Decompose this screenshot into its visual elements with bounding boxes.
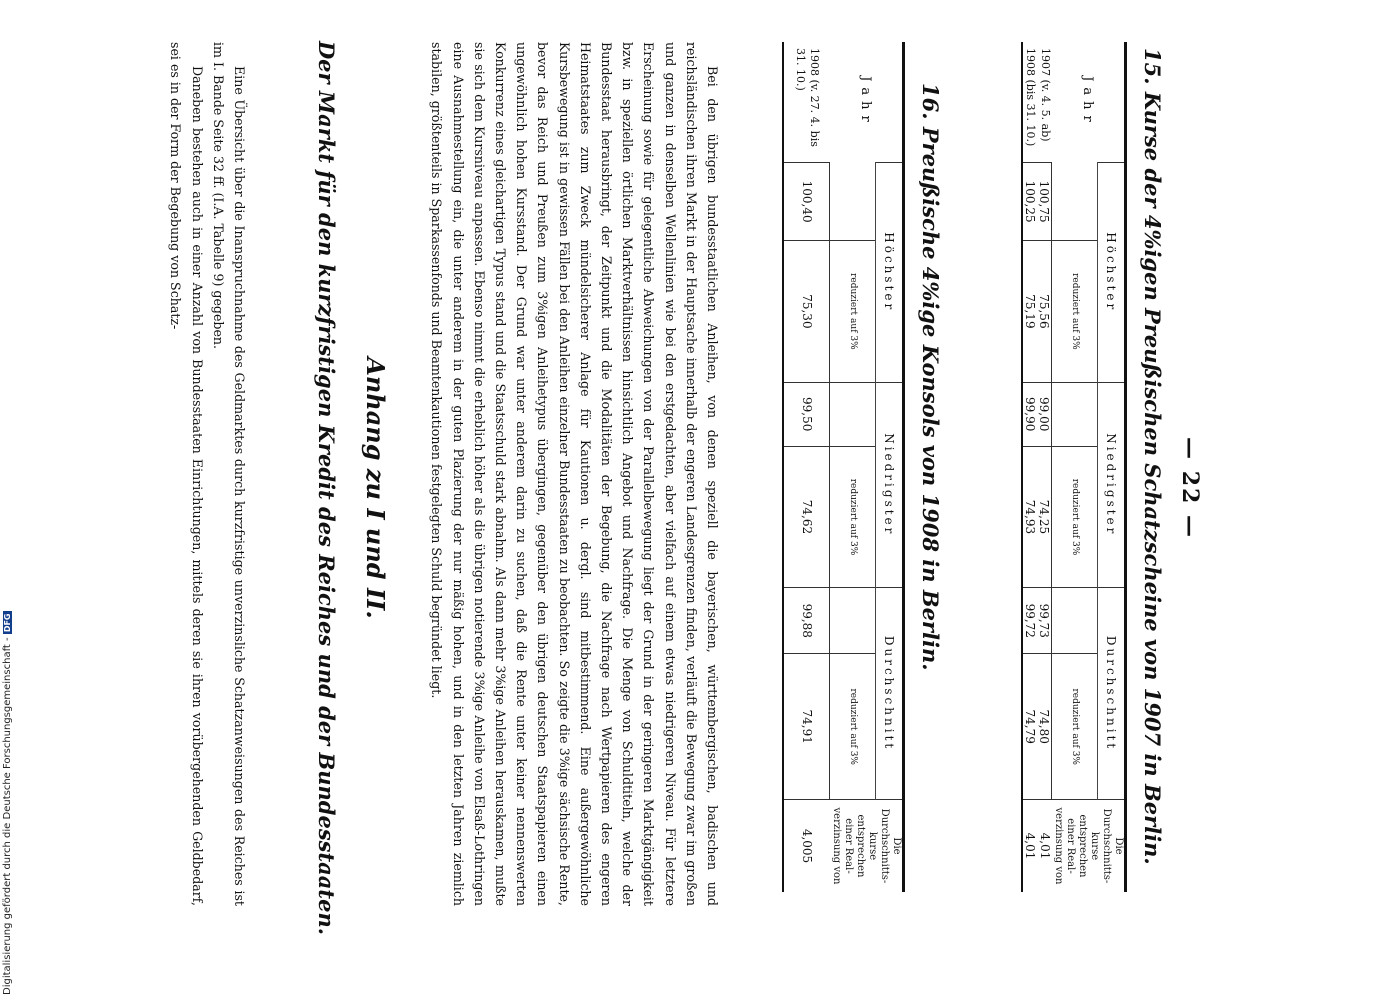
cell: 74,93: [1023, 446, 1038, 587]
header-durchschnitt: Durchschnitt: [1097, 588, 1125, 800]
sub-blank: [830, 588, 875, 654]
sub-blank: [1052, 163, 1097, 241]
cell: 75,30: [783, 241, 830, 382]
credit-text: Digitalisierung gefördert durch die Deutsche Forschungsgemeinschaft -: [2, 637, 13, 995]
cell: 75,56: [1038, 241, 1053, 382]
table-row: [783, 42, 830, 892]
sub-reduziert: reduziert auf 3%: [1052, 241, 1097, 382]
cell: 74,25: [1038, 446, 1053, 587]
cell: 74,79: [1023, 654, 1038, 800]
cell: 74,62: [783, 446, 830, 587]
sub-reduziert: reduziert auf 3%: [830, 654, 875, 800]
sub-reduziert: reduziert auf 3%: [830, 241, 875, 382]
cell: 4,01: [1038, 800, 1053, 893]
row-label: 1908 (bis 31. 10.): [1024, 48, 1038, 147]
header-niedrigster: Niedrigster: [875, 382, 903, 588]
page-number: — 22 —: [1177, 437, 1203, 539]
scanned-page: [0, 8, 1235, 968]
header-realverzinsung: Die Durchschnitts-kurse entsprechen einer Real-verzinsung von: [830, 800, 904, 893]
header-hoechster: Höchster: [875, 163, 903, 383]
table-15: [1022, 42, 1128, 892]
sub-reduziert: reduziert auf 3%: [830, 446, 875, 587]
body-text: [426, 42, 723, 906]
cell: 99,90: [1023, 382, 1038, 446]
cell: 75,19: [1023, 241, 1038, 382]
table-row: [1038, 42, 1053, 892]
sub-blank: [1052, 382, 1097, 446]
table-16: [782, 42, 905, 892]
cell: 100,40: [783, 163, 830, 241]
row-label: 1907 (v. 4. 5. ab): [1038, 48, 1052, 142]
sub-reduziert: reduziert auf 3%: [1052, 446, 1097, 587]
cell: 99,73: [1038, 588, 1053, 654]
paragraph: Bei den übrigen bundesstaatlichen Anleihen, von denen speziell die bayerischen, württembergischen, badischen und reichsländischen ihren Markt in der Hauptsache innerhalb der engeren Landesgrenzen finden, verläuft die Bewegung zwar im großen und ganzen in denselben Wellenlinien wie bei den erstgedachten, aber vielfach auf einem etwas niedrigeren Niveau. Für letztere Erscheinung sowie für gelegentliche Abweichungen von der Parallelbewegung liegt der Grund in der geringeren Marktgängigkeit bzw. in speziellen örtlichen Marktverhältnissen hinsichtlich Angebot und Nachfrage. Die Menge von Schuldtiteln, welche der Bundesstaat herausbringt, der Zeitpunkt und die Modalitäten der Begebung, die Nachfrage nach Wertpapieren des engeren Heimatstaates zum Zweck mündelsicherer Anlage für Kautionen u. dergl. sind mitbestimmend. Eine außergewöhnliche Kursbewegung ist in gewissen Fällen bei den Anleihen einzelner Bundesstaaten zu beobachten. So zeigte die 3%ige sächsische Rente, bevor das Reich und Preußen zum 3%igen Anleihetypus übergingen, gegenüber den übrigen deutschen Staatspapieren einen ungewöhnlich hohen Kursstand. Der Grund war unter anderem darin zu suchen, daß die Rente unter keiner nennenswerten Konkurrenz eines gleichartigen Typus stand und die Staatsschuld stark abnahm. Als dann mehr 3%ige Anleihen herauskamen, mußte sie sich dem Kursniveau anpassen. Ebenso nimmt die erheblich höher als die übrigen notierende 3%ige Anleihe von Elsaß-Lothringen eine Ausnahmestellung ein, die unter anderem in der guten Plazierung der nur mäßig hohen, und in den letzten Jahren ziemlich stabilen, größtenteils in Sparkassenfonds und Beamtenkautionen festgelegten Schuld begründet liegt.: [429, 42, 720, 906]
sub-blank: [1052, 588, 1097, 654]
header-durchschnitt: Durchschnitt: [875, 588, 903, 800]
row-label: 1908 (v. 27. 4. bis 31. 10.): [794, 48, 821, 147]
cell: 99,00: [1038, 382, 1053, 446]
header-realverzinsung: Die Durchschnitts-kurse entsprechen einer Real-verzinsung von: [1052, 800, 1126, 893]
appendix-title: Anhang zu I und II.: [361, 357, 390, 619]
paragraph: Daneben bestehen auch in einer Anzahl von Bundesstaaten Einrichtungen, mittels deren sie ihren vorübergehenden Geldbedarf, sei es in der Form der Begebung von Schatz-: [168, 42, 205, 906]
cell: 99,50: [783, 382, 830, 446]
header-jahr: Jahr: [858, 76, 874, 128]
digitization-credit: [2, 0, 13, 995]
dfg-logo: DFG: [3, 613, 12, 633]
header-hoechster: Höchster: [1097, 163, 1125, 383]
sub-blank: [830, 163, 875, 241]
sub-reduziert: reduziert auf 3%: [1052, 654, 1097, 800]
cell: 4,01: [1023, 800, 1038, 893]
body-text: [165, 42, 250, 906]
cell: 100,25: [1023, 163, 1038, 241]
cell: 74,91: [783, 654, 830, 800]
sub-blank: [830, 382, 875, 446]
table-16-title: 16. Preußische 4%ige Konsols von 1908 in Berlin.: [918, 83, 943, 671]
table-15-title: 15. Kurse der 4%igen Preußischen Schatzscheine von 1907 in Berlin.: [1140, 48, 1165, 865]
paragraph: Eine Übersicht über die Inanspruchnahme des Geldmarktes durch kurzfristige unverzinsliche Schatzanweisungen des Reiches ist im I. Bande Seite 32 ff. (I.A. Tabelle 9) gegeben.: [210, 42, 247, 906]
appendix-subtitle: Der Markt für den kurzfristigen Kredit des Reiches und der Bundesstaaten.: [314, 40, 339, 936]
cell: 99,72: [1023, 588, 1038, 654]
table-row: [1023, 42, 1038, 892]
cell: 4,005: [783, 800, 830, 893]
cell: 100,75: [1038, 163, 1053, 241]
cell: 99,88: [783, 588, 830, 654]
header-niedrigster: Niedrigster: [1097, 382, 1125, 588]
header-jahr: Jahr: [1080, 76, 1096, 128]
cell: 74,80: [1038, 654, 1053, 800]
